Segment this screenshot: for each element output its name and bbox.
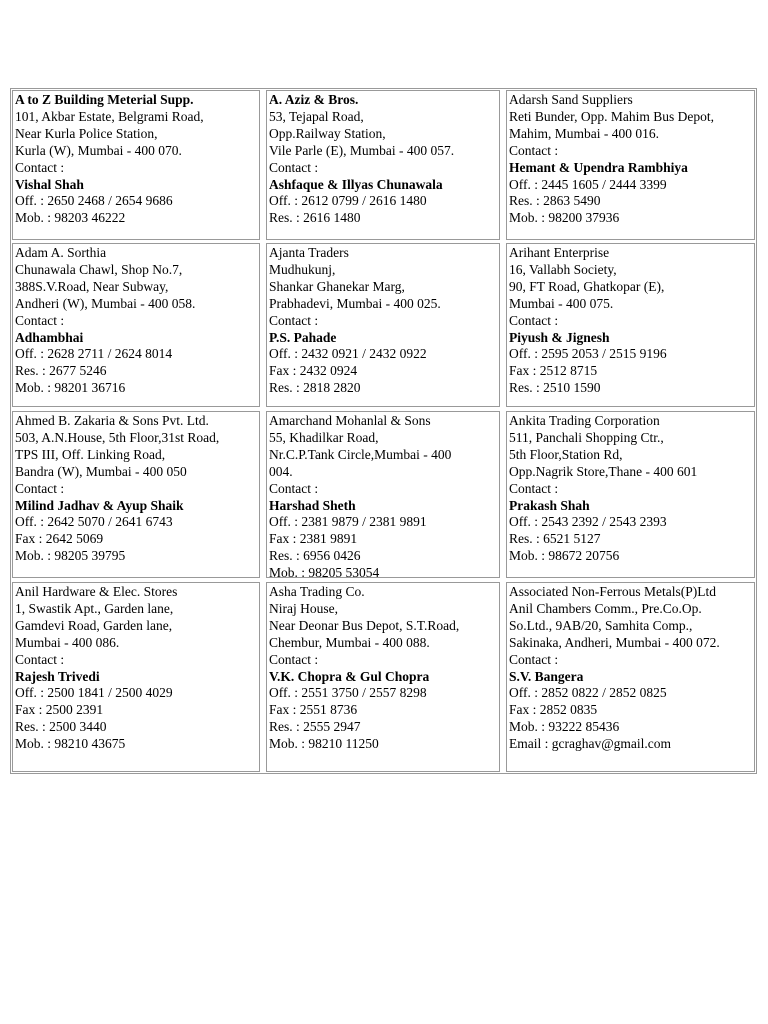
address-line: 5th Floor,Station Rd,	[509, 446, 623, 462]
address-line: Kurla (W), Mumbai - 400 070.	[15, 142, 182, 158]
directory-entry	[506, 243, 755, 407]
phone-label: Res.	[269, 719, 293, 735]
phone-value: 2555 2947	[303, 719, 361, 735]
phone-separator: :	[297, 736, 306, 752]
phone-value: 2677 5246	[49, 363, 107, 379]
contact-person: Rajesh Trivedi	[15, 668, 100, 684]
phone-line	[15, 548, 259, 565]
phone-separator: :	[38, 363, 46, 379]
phone-label: Mob.	[15, 380, 44, 396]
phone-line	[509, 548, 754, 565]
phone-value: 2818 2820	[303, 380, 361, 396]
address-line: Niraj House,	[269, 600, 338, 616]
phone-label: Off.	[509, 685, 531, 701]
phone-line	[509, 177, 754, 194]
address-line: Opp.Nagrik Store,Thane - 400 601	[509, 463, 698, 479]
phone-separator: :	[43, 210, 52, 226]
contact-person: P.S. Pahade	[269, 329, 337, 345]
phone-label: Off.	[15, 514, 37, 530]
phone-line	[509, 719, 754, 736]
directory-entry	[266, 582, 500, 772]
phone-separator: :	[36, 346, 45, 362]
address-line: Vile Parle (E), Mumbai - 400 057.	[269, 142, 455, 158]
phone-value: 98205 53054	[308, 565, 380, 578]
phone-separator: :	[35, 531, 43, 547]
address-line: Mumbai - 400 086.	[15, 634, 120, 650]
address-line: So.Ltd., 9AB/20, Samhita Comp.,	[509, 617, 693, 633]
phone-value: 98201 36716	[54, 380, 126, 396]
phone-label: Mob.	[509, 548, 538, 564]
phone-line	[509, 346, 754, 363]
phone-separator: :	[537, 719, 546, 735]
phone-label: Mob.	[269, 736, 298, 752]
phone-label: Off.	[15, 685, 37, 701]
phone-value: 2595 2053 / 2515 9196	[541, 346, 667, 362]
company-name: Adarsh Sand Suppliers	[509, 92, 633, 107]
phone-label: Mob.	[15, 210, 44, 226]
company-name: Ankita Trading Corporation	[509, 413, 660, 428]
phone-line	[269, 702, 499, 719]
phone-label: Mob.	[15, 548, 44, 564]
company-name: A. Aziz & Bros.	[269, 92, 359, 107]
phone-value: 2445 1605 / 2444 3399	[541, 176, 667, 192]
phone-line	[15, 514, 259, 531]
contact-person: Harshad Sheth	[269, 497, 356, 513]
phone-label: Off.	[509, 176, 531, 192]
phone-label: Res.	[509, 380, 533, 396]
directory-entry	[12, 243, 260, 407]
directory-table	[10, 88, 757, 774]
address-line: Shankar Ghanekar Marg,	[269, 278, 405, 294]
phone-line	[15, 193, 259, 210]
phone-value: 2852 0835	[539, 702, 598, 718]
phone-value: 2432 0921 / 2432 0922	[301, 346, 427, 362]
phone-label: Off.	[269, 193, 291, 209]
phone-label: Mob.	[509, 719, 538, 735]
address-line: 388S.V.Road, Near Subway,	[15, 278, 169, 294]
phone-value: 93222 85436	[548, 719, 620, 735]
phone-value: 2500 3440	[49, 719, 107, 735]
phone-separator: :	[530, 346, 539, 362]
phone-line	[15, 380, 259, 397]
phone-label: Fax	[269, 363, 290, 379]
phone-separator: :	[290, 685, 299, 701]
phone-line	[15, 685, 259, 702]
address-line: 511, Panchali Shopping Ctr.,	[509, 429, 664, 445]
phone-line	[15, 702, 259, 719]
phone-value: 2510 1590	[543, 380, 601, 396]
phone-value: 2863 5490	[543, 193, 601, 209]
contact-person: Piyush & Jignesh	[509, 329, 610, 345]
contact-person: S.V. Bangera	[509, 668, 584, 684]
contact-label: Contact :	[15, 480, 65, 496]
phone-separator: :	[537, 548, 546, 564]
company-name: Amarchand Mohanlal & Sons	[269, 413, 431, 428]
directory-entry	[266, 90, 500, 240]
address-line: Mahim, Mumbai - 400 016.	[509, 125, 659, 141]
address-line: Sakinaka, Andheri, Mumbai - 400 072.	[509, 634, 720, 650]
phone-line	[509, 531, 754, 548]
phone-value: 2616 1480	[303, 210, 361, 226]
phone-separator: :	[290, 193, 299, 209]
address-line: Bandra (W), Mumbai - 400 050	[15, 463, 187, 479]
phone-label: Fax	[269, 531, 290, 547]
phone-label: Res.	[509, 531, 533, 547]
address-line: 16, Vallabh Society,	[509, 261, 617, 277]
phone-line	[15, 719, 259, 736]
phone-value: 2432 0924	[299, 363, 358, 379]
phone-line	[269, 380, 499, 397]
phone-label: Fax	[15, 531, 36, 547]
phone-separator: :	[36, 685, 45, 701]
contact-person: Milind Jadhav & Ayup Shaik	[15, 497, 184, 513]
phone-line	[269, 719, 499, 736]
directory-entry	[12, 582, 260, 772]
phone-value: 2512 8715	[539, 363, 598, 379]
phone-separator: :	[541, 736, 549, 752]
phone-separator: :	[297, 565, 306, 578]
address-line: Nr.C.P.Tank Circle,Mumbai - 400	[269, 446, 452, 462]
phone-value: 2543 2392 / 2543 2393	[541, 514, 667, 530]
phone-value: 2650 2468 / 2654 9686	[47, 193, 173, 209]
phone-line	[269, 363, 499, 380]
phone-separator: :	[292, 210, 300, 226]
contact-person: Ashfaque & Illyas Chunawala	[269, 176, 443, 192]
directory-entry	[506, 582, 755, 772]
phone-label: Res.	[509, 193, 533, 209]
phone-value: 98210 11250	[308, 736, 379, 752]
address-line: Chembur, Mumbai - 400 088.	[269, 634, 430, 650]
phone-line	[15, 531, 259, 548]
phone-value: 98205 39795	[54, 548, 126, 564]
address-line: 004.	[269, 463, 293, 479]
phone-separator: :	[532, 531, 540, 547]
phone-line	[509, 736, 754, 753]
company-name: Asha Trading Co.	[269, 584, 365, 599]
phone-label: Fax	[509, 702, 530, 718]
phone-value: 2381 9879 / 2381 9891	[301, 514, 427, 530]
phone-line	[269, 346, 499, 363]
phone-separator: :	[532, 193, 540, 209]
phone-separator: :	[289, 702, 297, 718]
phone-separator: :	[530, 685, 539, 701]
phone-line	[269, 685, 499, 702]
phone-separator: :	[36, 193, 45, 209]
phone-separator: :	[290, 514, 299, 530]
company-name: Associated Non-Ferrous Metals(P)Ltd	[509, 584, 716, 599]
contact-person: Vishal Shah	[15, 176, 84, 192]
phone-line	[15, 363, 259, 380]
phone-line	[509, 514, 754, 531]
phone-separator: :	[43, 548, 52, 564]
phone-value: 2628 2711 / 2624 8014	[47, 346, 173, 362]
contact-person: Adhambhai	[15, 329, 84, 345]
phone-line	[269, 531, 499, 548]
address-line: 101, Akbar Estate, Belgrami Road,	[15, 108, 204, 124]
phone-line	[509, 380, 754, 397]
phone-line	[15, 346, 259, 363]
company-name: Ahmed B. Zakaria & Sons Pvt. Ltd.	[15, 413, 209, 428]
phone-line	[269, 193, 499, 210]
phone-line	[269, 514, 499, 531]
phone-label: Mob.	[15, 736, 44, 752]
company-name: Adam A. Sorthia	[15, 245, 107, 260]
contact-label: Contact :	[269, 651, 319, 667]
contact-label: Contact :	[509, 142, 559, 158]
phone-value: 2612 0799 / 2616 1480	[301, 193, 427, 209]
contact-label: Contact :	[269, 480, 319, 496]
address-line: Reti Bunder, Opp. Mahim Bus Depot,	[509, 108, 714, 124]
phone-value: 98210 43675	[54, 736, 126, 752]
address-line: Near Kurla Police Station,	[15, 125, 158, 141]
address-line: 1, Swastik Apt., Garden lane,	[15, 600, 174, 616]
directory-entry	[12, 90, 260, 240]
contact-label: Contact :	[269, 312, 319, 328]
phone-line	[509, 210, 754, 227]
phone-line	[269, 736, 499, 753]
address-line: Prabhadevi, Mumbai - 400 025.	[269, 295, 441, 311]
directory-entry	[266, 411, 500, 578]
phone-line	[15, 210, 259, 227]
phone-separator: :	[43, 736, 52, 752]
phone-separator: :	[532, 380, 540, 396]
phone-label: Off.	[509, 514, 531, 530]
address-line: Gamdevi Road, Garden lane,	[15, 617, 173, 633]
phone-separator: :	[292, 719, 300, 735]
phone-separator: :	[530, 514, 539, 530]
contact-label: Contact :	[509, 651, 559, 667]
phone-value: 6521 5127	[543, 531, 601, 547]
phone-label: Fax	[269, 702, 290, 718]
phone-label: Mob.	[269, 565, 298, 578]
phone-separator: :	[529, 363, 537, 379]
directory-entry	[506, 411, 755, 578]
phone-label: Off.	[269, 685, 291, 701]
phone-label: Res.	[269, 210, 293, 226]
phone-separator: :	[43, 380, 52, 396]
contact-person: V.K. Chopra & Gul Chopra	[269, 668, 430, 684]
phone-label: Res.	[269, 548, 293, 564]
phone-separator: :	[35, 702, 43, 718]
phone-separator: :	[289, 363, 297, 379]
phone-separator: :	[530, 176, 539, 192]
phone-line	[509, 363, 754, 380]
directory-entry	[506, 90, 755, 240]
phone-separator: :	[537, 210, 546, 226]
phone-value: 98200 37936	[548, 210, 620, 226]
address-line: Near Deonar Bus Depot, S.T.Road,	[269, 617, 460, 633]
phone-value: 2551 8736	[299, 702, 358, 718]
address-line: Mumbai - 400 075.	[509, 295, 614, 311]
directory-entry	[12, 411, 260, 578]
phone-separator: :	[529, 702, 537, 718]
address-line: 90, FT Road, Ghatkopar (E),	[509, 278, 665, 294]
contact-label: Contact :	[15, 159, 65, 175]
company-name: Anil Hardware & Elec. Stores	[15, 584, 178, 599]
phone-value: 2852 0822 / 2852 0825	[541, 685, 667, 701]
phone-label: Fax	[15, 702, 36, 718]
contact-person: Hemant & Upendra Rambhiya	[509, 159, 688, 175]
phone-separator: :	[289, 531, 297, 547]
phone-value: 2551 3750 / 2557 8298	[301, 685, 427, 701]
contact-label: Contact :	[509, 312, 559, 328]
phone-label: Off.	[269, 514, 291, 530]
company-name: Arihant Enterprise	[509, 245, 610, 260]
phone-value: gcraghav@gmail.com	[551, 736, 672, 752]
phone-line	[15, 736, 259, 753]
phone-label: Off.	[509, 346, 531, 362]
phone-label: Res.	[269, 380, 293, 396]
company-name: Ajanta Traders	[269, 245, 349, 260]
phone-line	[509, 685, 754, 702]
phone-separator: :	[292, 548, 300, 564]
phone-separator: :	[36, 514, 45, 530]
phone-value: 2500 2391	[45, 702, 104, 718]
phone-value: 2381 9891	[299, 531, 358, 547]
address-line: TPS III, Off. Linking Road,	[15, 446, 166, 462]
address-line: 55, Khadilkar Road,	[269, 429, 379, 445]
contact-label: Contact :	[269, 159, 319, 175]
phone-label: Res.	[15, 719, 39, 735]
address-line: Chunawala Chawl, Shop No.7,	[15, 261, 183, 277]
contact-person: Prakash Shah	[509, 497, 590, 513]
phone-label: Fax	[509, 363, 530, 379]
phone-label: Res.	[15, 363, 39, 379]
phone-line	[509, 193, 754, 210]
contact-label: Contact :	[15, 651, 65, 667]
phone-value: 98672 20756	[548, 548, 620, 564]
contact-label: Contact :	[509, 480, 559, 496]
phone-separator: :	[290, 346, 299, 362]
contact-label: Contact :	[15, 312, 65, 328]
directory-entry	[266, 243, 500, 407]
company-name: A to Z Building Meterial Supp.	[15, 92, 194, 107]
phone-value: 2500 1841 / 2500 4029	[47, 685, 173, 701]
phone-label: Email	[509, 736, 542, 752]
address-line: 53, Tejapal Road,	[269, 108, 364, 124]
address-line: Andheri (W), Mumbai - 400 058.	[15, 295, 196, 311]
phone-line	[269, 548, 499, 565]
phone-label: Mob.	[509, 210, 538, 226]
phone-value: 6956 0426	[303, 548, 361, 564]
phone-line	[269, 565, 499, 578]
phone-line	[269, 210, 499, 227]
phone-label: Off.	[269, 346, 291, 362]
phone-separator: :	[292, 380, 300, 396]
phone-value: 98203 46222	[54, 210, 126, 226]
phone-label: Off.	[15, 193, 37, 209]
phone-value: 2642 5070 / 2641 6743	[47, 514, 173, 530]
phone-label: Off.	[15, 346, 37, 362]
address-line: Mudhukunj,	[269, 261, 336, 277]
phone-value: 2642 5069	[45, 531, 104, 547]
address-line: Anil Chambers Comm., Pre.Co.Op.	[509, 600, 702, 616]
address-line: Opp.Railway Station,	[269, 125, 386, 141]
phone-line	[509, 702, 754, 719]
phone-separator: :	[38, 719, 46, 735]
address-line: 503, A.N.House, 5th Floor,31st Road,	[15, 429, 220, 445]
